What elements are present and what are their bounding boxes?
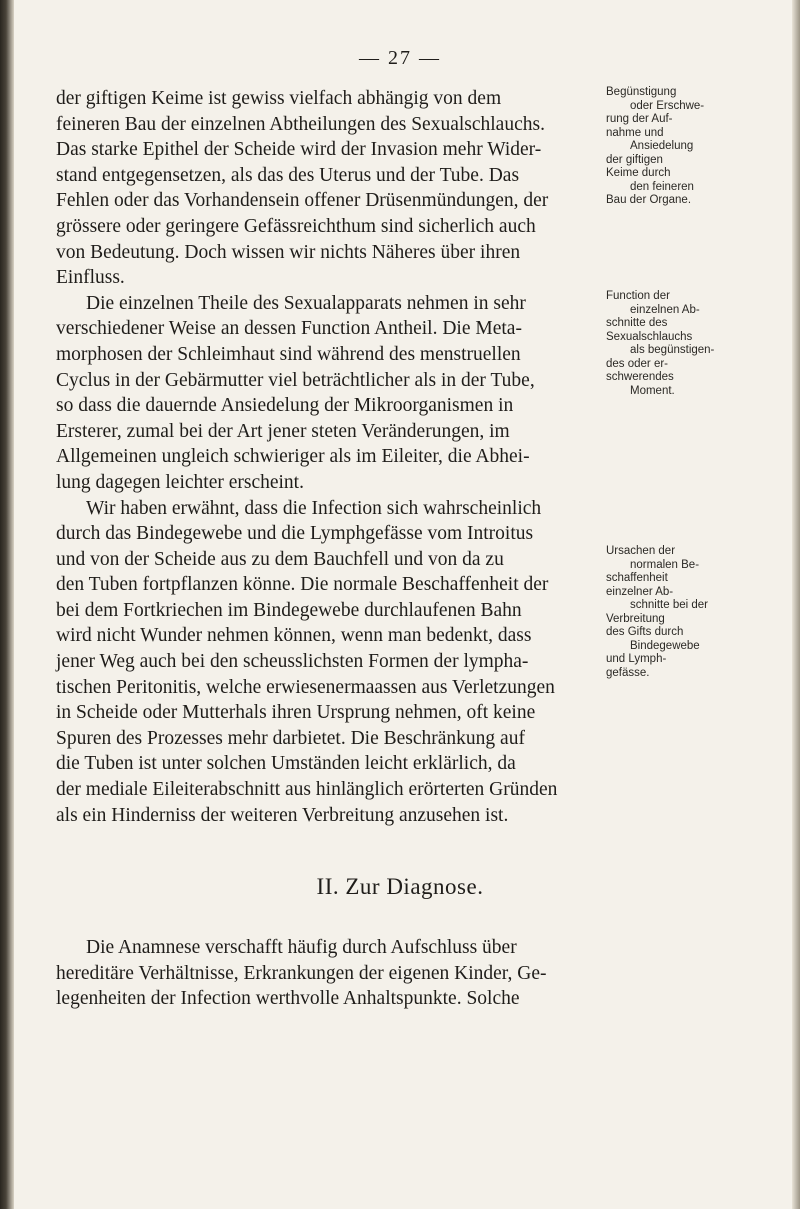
text-line: als ein Hinderniss der weiteren Verbreitung anzusehen ist. [56, 804, 509, 826]
margin-note-line: des oder er- [606, 357, 669, 370]
section-heading: II. Zur Diagnose. [316, 874, 484, 899]
text-line: Die einzelnen Theile des Sexualapparats nehmen in sehr [86, 292, 526, 314]
margin-note-line: einzelnen Ab- [630, 303, 700, 316]
text-line: verschiedener Weise an dessen Function Antheil. Die Meta- [56, 318, 522, 340]
margin-note-begunstigung [606, 86, 798, 208]
margin-note-line: Moment. [630, 384, 675, 397]
margin-note-line: Verbreitung [606, 612, 665, 625]
margin-note-line: schnitte des [606, 317, 668, 329]
text-line: Ersterer, zumal bei der Art jener steten Veränderungen, im [56, 420, 510, 442]
margin-note-line: Bau der Organe. [606, 194, 692, 206]
text-line: durch das Bindegewebe und die Lymphgefässe vom Introitus [56, 523, 534, 545]
text-line: legenheiten der Infection werthvolle Anhaltspunkte. Solche [56, 988, 520, 1010]
margin-note-line: schwerendes [606, 371, 674, 383]
margin-note-line: den feineren [630, 180, 694, 193]
text-line: und von der Scheide aus zu dem Bauchfell und von da zu [56, 548, 504, 570]
margin-note-line: einzelner Ab- [606, 585, 674, 598]
margin-note-line: des Gifts durch [606, 626, 684, 638]
text-line: Spuren des Prozesses mehr darbietet. Die Beschränkung auf [56, 727, 525, 749]
text-line: hereditäre Verhältnisse, Erkrankungen der eigenen Kinder, Ge- [56, 962, 547, 984]
text-line: wird nicht Wunder nehmen können, wenn man bedenkt, dass [56, 625, 532, 647]
margin-note-line: Keime durch [606, 167, 671, 179]
margin-note-line: Bindegewebe [630, 639, 700, 652]
margin-note-function [606, 290, 798, 398]
main-text-block [56, 86, 576, 828]
margin-note-line: Begünstigung [606, 86, 677, 98]
text-line: Wir haben erwähnt, dass die Infection sich wahrscheinlich [86, 497, 542, 519]
text-line: stand entgegensetzen, als das des Uterus und der Tube. Das [56, 164, 520, 186]
text-line: Die Anamnese verschafft häufig durch Aufschluss über [86, 937, 517, 958]
section-text-block [56, 935, 576, 1012]
text-line: lung dagegen leichter erscheint. [56, 471, 304, 493]
margin-note-line: der giftigen [606, 153, 663, 166]
margin-note-line: oder Erschwe- [630, 99, 705, 112]
margin-note-line: gefässe. [606, 666, 650, 679]
text-line: der mediale Eileiterabschnitt aus hinlänglich erörterten Gründen [56, 779, 558, 801]
page-number: — 27 — [359, 47, 441, 69]
margin-note-line: Ursachen der [606, 545, 676, 557]
text-line: Cyclus in der Gebärmutter viel beträchtlicher als in der Tube, [56, 369, 535, 391]
text-line: Das starke Epithel der Scheide wird der Invasion mehr Wider- [56, 139, 542, 161]
margin-note-line: Function der [606, 290, 670, 302]
text-line: die Tuben ist unter solchen Umständen leicht erklärlich, da [56, 753, 516, 775]
text-line: Einfluss. [56, 267, 125, 289]
text-line: so dass die dauernde Ansiedelung der Mikroorganismen in [56, 395, 514, 417]
text-line: grössere oder geringere Gefässreichthum sind sicherlich auch [56, 215, 536, 237]
margin-note-ursachen [606, 545, 798, 680]
margin-note-line: nahme und [606, 126, 664, 139]
text-line: jener Weg auch bei den scheusslichsten Formen der lympha- [56, 651, 529, 673]
text-line: in Scheide oder Mutterhals ihren Ursprung nehmen, oft keine [56, 702, 536, 724]
margin-note-line: Ansiedelung [630, 140, 694, 152]
text-line: morphosen der Schleimhaut sind während des menstruellen [56, 343, 521, 365]
book-binding-shadow [0, 0, 14, 1209]
margin-note-line: schaffenheit [606, 572, 668, 584]
text-line: von Bedeutung. Doch wissen wir nichts Näheres über ihren [56, 241, 521, 263]
text-line: Fehlen oder das Vorhandensein offener Drüsenmündungen, der [56, 190, 549, 212]
margin-note-line: schnitte bei der [630, 599, 708, 611]
margin-note-line: normalen Be- [630, 558, 700, 571]
text-line: Allgemeinen ungleich schwieriger als im Eileiter, die Abhei- [56, 446, 530, 468]
margin-note-line: Sexualschlauchs [606, 330, 693, 343]
margin-note-line: als begünstigen- [630, 344, 715, 356]
margin-note-line: rung der Auf- [606, 113, 673, 125]
text-line: tischen Peritonitis, welche erwiesenermaassen aus Verletzungen [56, 676, 555, 698]
text-line: feineren Bau der einzelnen Abtheilungen des Sexualschlauchs. [56, 113, 545, 135]
margin-note-line: und Lymph- [606, 653, 667, 665]
text-line: bei dem Fortkriechen im Bindegewebe durchlaufenen Bahn [56, 599, 522, 621]
text-line: den Tuben fortpflanzen könne. Die normale Beschaffenheit der [56, 574, 549, 596]
text-line: der giftigen Keime ist gewiss vielfach abhängig von dem [56, 88, 502, 109]
